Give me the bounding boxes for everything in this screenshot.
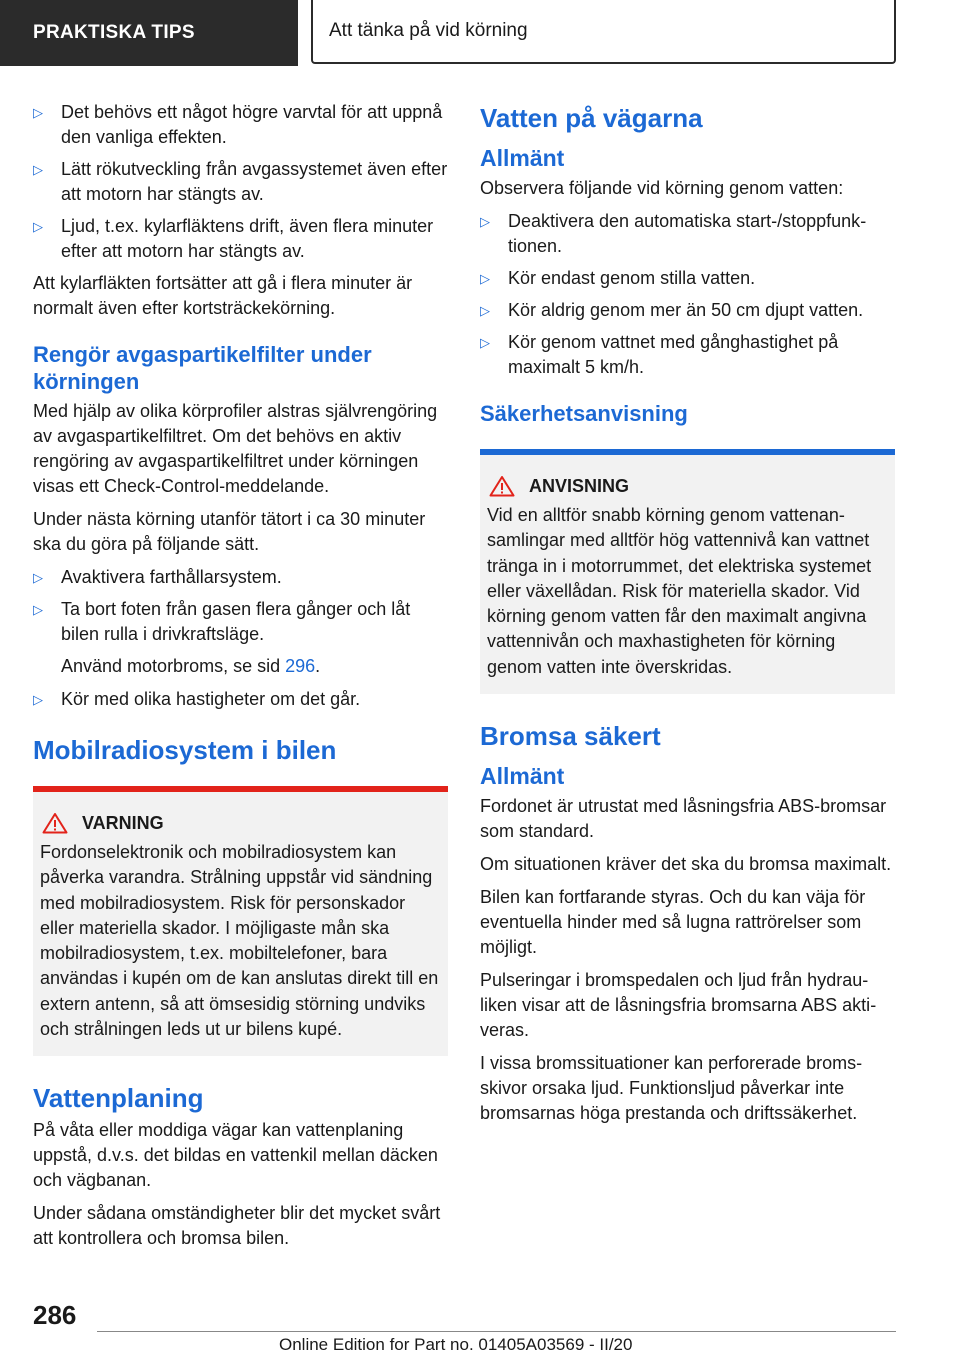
triangle-bullet-icon: ▷ <box>480 303 490 318</box>
triangle-bullet-icon: ▷ <box>33 570 43 585</box>
paragraph: Om situationen kräver det ska du bromsa maximalt. <box>480 854 892 875</box>
triangle-bullet-icon: ▷ <box>33 602 43 617</box>
triangle-bullet-icon: ▷ <box>480 214 490 229</box>
section-tab: PRAKTISKA TIPS <box>0 0 298 66</box>
warning-box <box>33 786 448 1056</box>
paragraph: Under sådana omständigheter blir det mycket svårt att kontrollera och bromsa bilen. <box>33 1203 441 1249</box>
heading-mobilradio: Mobilradiosystem i bilen <box>33 735 337 765</box>
heading-allmant-2: Allmänt <box>480 763 565 790</box>
paragraph: På våta eller moddiga vägar kan vattenplaning uppstå, d.v.s. det bildas en vattenkil mellan däcken och vägbanan. <box>33 1120 438 1191</box>
notice-title: ANVISNING <box>529 475 630 496</box>
paragraph: Med hjälp av olika körprofiler alstras självrengöring av avgaspartikelfiltret. Om det behövs en aktiv rengöring av avgaspartikelfiltret under körningen visas ett Check-Control-meddelande. <box>33 401 438 496</box>
paragraph: Under nästa körning utanför tätort i ca 30 minuter ska du göra på följande sätt. <box>33 509 426 554</box>
triangle-bullet-icon: ▷ <box>33 105 43 120</box>
notice-box <box>480 449 895 694</box>
paragraph: Observera följande vid körning genom vatten: <box>480 178 844 198</box>
triangle-bullet-icon: ▷ <box>33 692 43 707</box>
list-item: ▷ Lätt rökutveckling från avgassystemet även efter att motorn har stängts av. <box>33 157 448 207</box>
list-item: ▷ Kör med olika hastigheter om det går. <box>33 687 448 712</box>
heading-sakerhet: Säkerhetsanvisning <box>480 401 688 426</box>
list-item: ▷ Avaktivera farthållarsystem. <box>33 565 448 590</box>
chapter-title: Att tänka på vid körning <box>311 0 896 64</box>
triangle-bullet-icon: ▷ <box>480 335 490 350</box>
page-link-296[interactable]: 296 <box>285 656 316 676</box>
triangle-bullet-icon: ▷ <box>480 271 490 286</box>
paragraph: Pulseringar i bromspedalen och ljud från hydrauliken visar att de låsningsfria bromsarna ABS aktiveras. <box>480 970 877 1041</box>
paragraph: I vissa bromssituationer kan perforerade bromsskivor orsaka ljud. Funktionsljud påverkar inte bromsarnas höga prestanda och driftssäkerhet. <box>480 1053 863 1124</box>
paragraph: Att kylarfläkten fortsätter att gå i flera minuter är normalt även efter kortsträckekörning. <box>33 273 413 318</box>
warning-triangle-icon <box>42 812 68 834</box>
warning-title: VARNING <box>82 812 164 833</box>
paragraph: Bilen kan fortfarande styras. Och du kan väja för eventuella hinder med så lugna rattrörelser som möjligt. <box>480 887 866 958</box>
heading-allmant: Allmänt <box>480 145 565 171</box>
list-item: ▷ Ta bort foten från gasen flera gånger och låt bilen rulla i drivkraftsläge. <box>33 597 448 647</box>
paragraph: Fordonet är utrustat med låsningsfria ABS-bromsar som standard. <box>480 796 887 842</box>
triangle-bullet-icon: ▷ <box>33 219 43 234</box>
notice-triangle-icon <box>489 475 515 497</box>
list-item: ▷ Kör genom vattnet med gånghastighet på maximalt 5 km/h. <box>480 330 895 380</box>
footer-edition: Online Edition for Part no. 01405A03569 - II/20 <box>279 1335 633 1354</box>
page-number: 286 <box>33 1300 77 1330</box>
footer-divider <box>97 1331 896 1332</box>
heading-rengor: Rengör avgaspartikelfilter under körningen <box>33 342 372 394</box>
sub-paragraph: Använd motorbroms, se sid 296. <box>61 656 321 676</box>
list-item: ▷ Det behövs ett något högre varvtal för att uppnå den vanliga effekten. <box>33 100 448 150</box>
warning-text: Fordonselektronik och mobilradiosystem kan påverka varandra. Strålning uppstår vid sändning med mobilradiosystem. Risk för personskador eller materiella skador. I möjligaste mån ska mobilradiosystem, t.ex. mobiltelefoner, bara användas i kupén om de kan anslutas direkt till en extern antenn, så att ömsesidig störning undviks och strålningen leds ut ur bilens kupé. <box>40 842 439 1040</box>
list-item: ▷ Kör aldrig genom mer än 50 cm djupt vatten. <box>480 298 895 323</box>
list-item: ▷ Kör endast genom stilla vatten. <box>480 266 895 291</box>
heading-vatten: Vatten på vägarna <box>480 103 703 133</box>
left-column <box>33 100 448 1259</box>
heading-bromsa: Bromsa säkert <box>480 721 661 752</box>
page-header <box>0 0 960 66</box>
heading-vattenplaning: Vattenplaning <box>33 1083 204 1114</box>
list-item: ▷ Deaktivera den automatiska start-/stoppfunktionen. <box>480 209 895 259</box>
right-column <box>480 100 895 1134</box>
list-item: ▷ Ljud, t.ex. kylarfläktens drift, även flera minuter efter att motorn har stängts av. <box>33 214 448 264</box>
triangle-bullet-icon: ▷ <box>33 162 43 177</box>
notice-text: Vid en alltför snabb körning genom vattenansamlingar med alltför hög vattennivå kan vattnet tränga in i motorrummet, det elektriska systemet eller växellådan. Risk för materiella skador. Vid körning genom vatten får den maximalt angivna vattennivån och maxhastigheten för körning genom vatten inte överskridas. <box>487 505 872 677</box>
